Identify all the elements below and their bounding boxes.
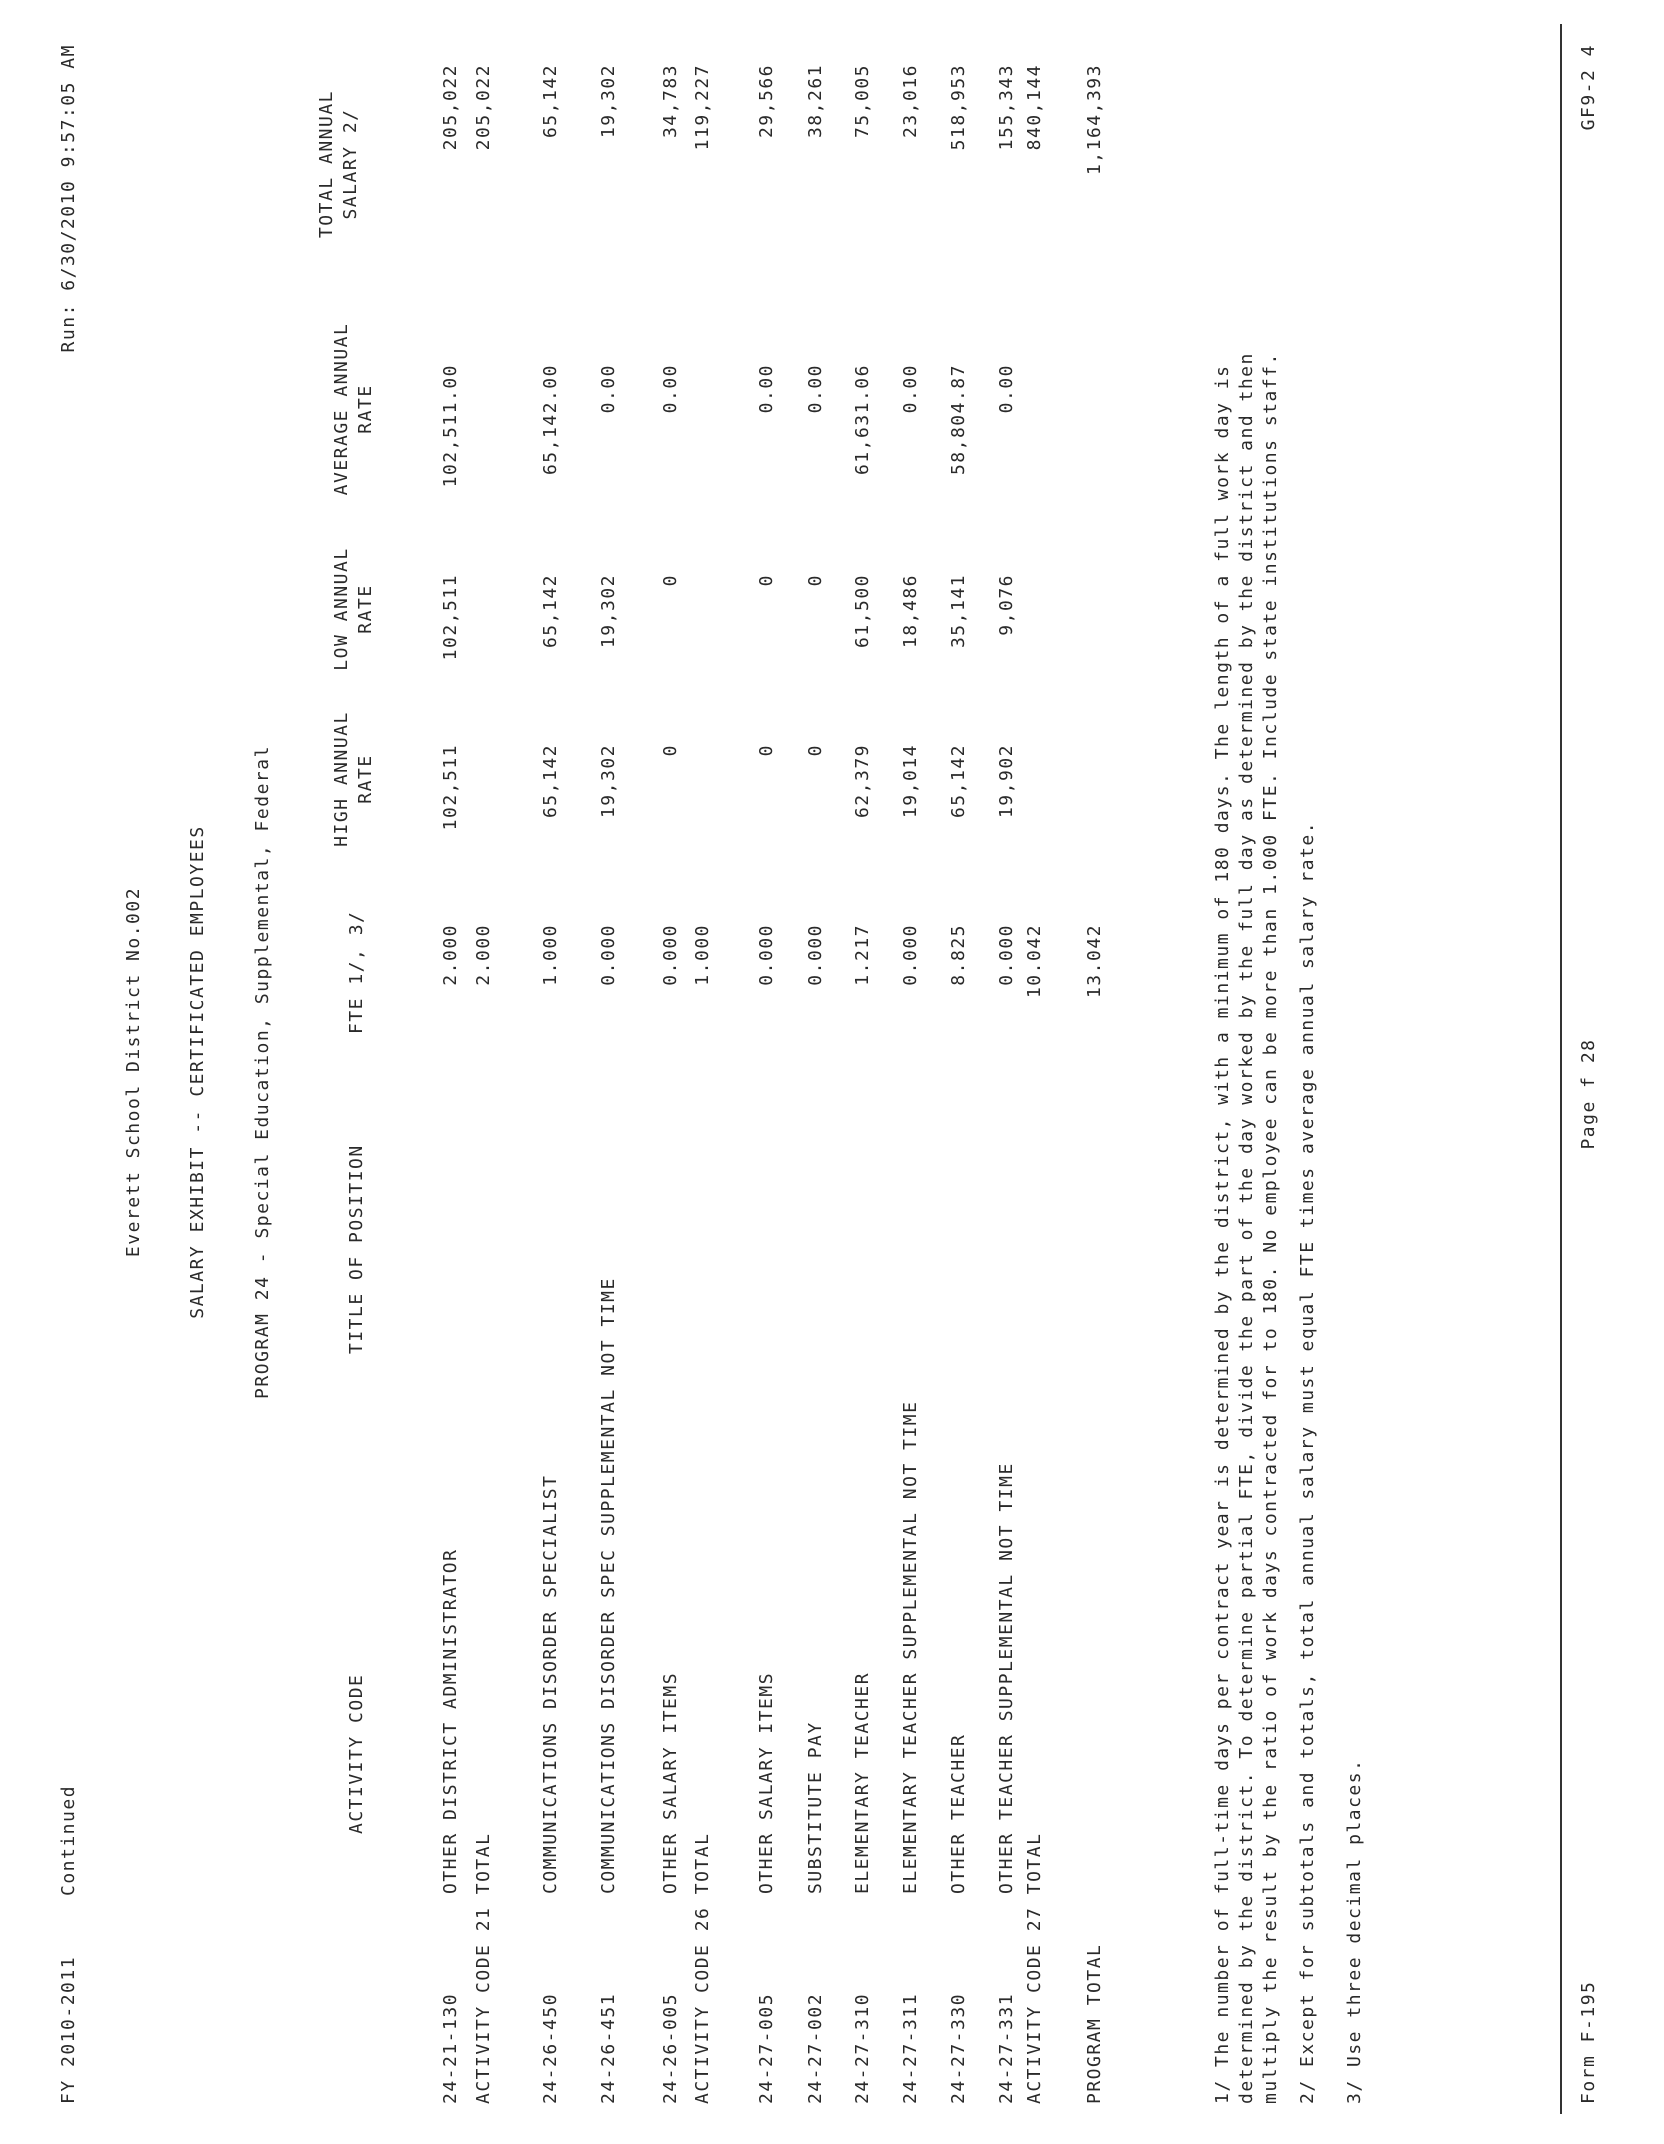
row-high-rate: 0: [805, 744, 826, 757]
subtotal-fte: 1.000: [692, 924, 713, 986]
row-fte: 1.000: [540, 924, 561, 986]
program-total-salary: 1,164,393: [1084, 64, 1105, 176]
row-high-rate: 19,014: [900, 744, 921, 819]
form-number: Form F-195: [1578, 1980, 1599, 2104]
row-high-rate: 0: [756, 744, 777, 757]
row-average-rate: 0.00: [996, 364, 1017, 414]
header-total-salary: [315, 64, 363, 264]
row-position-title: COMMUNICATIONS DISORDER SPECIALIST: [540, 1474, 561, 1894]
header-high-line1: HIGH ANNUAL: [331, 711, 352, 847]
row-average-rate: 0.00: [900, 364, 921, 414]
continued-label: Continued: [58, 1784, 79, 1896]
exhibit-title: SALARY EXHIBIT -- CERTIFICATED EMPLOYEES: [187, 825, 208, 1319]
row-position-title: OTHER DISTRICT ADMINISTRATOR: [440, 1548, 461, 1894]
row-fte: 0.000: [598, 924, 619, 986]
row-total-salary: 19,302: [598, 64, 619, 139]
row-position-title: OTHER SALARY ITEMS: [660, 1671, 681, 1894]
row-low-rate: 0: [756, 574, 777, 587]
row-low-rate: 9,076: [996, 574, 1017, 636]
row-position-title: OTHER TEACHER SUPPLEMENTAL NOT TIME: [996, 1462, 1017, 1894]
row-fte: 2.000: [440, 924, 461, 986]
header-high-rate: [330, 694, 378, 864]
subtotal-total-salary: 205,022: [473, 64, 494, 151]
page-number: Page f 28: [1578, 1038, 1599, 1150]
footnote-1-line-3: multiply the result by the ratio of work days contracted for to 180. No employee can be more than 1.000 FTE. Include state institutions staff.: [1260, 352, 1281, 2104]
subtotal-label: ACTIVITY CODE 26 TOTAL: [692, 1832, 713, 2104]
row-total-salary: 65,142: [540, 64, 561, 139]
subtotal-total-salary: 119,227: [692, 64, 713, 151]
row-fte: 8.825: [948, 924, 969, 986]
row-low-rate: 0: [805, 574, 826, 587]
row-activity-code: 24-27-311: [900, 1992, 921, 2104]
footnote-1-line-2: determined by the district. To determine partial FTE, divide the part of the day worked by the full day as determined by the district and then: [1236, 352, 1257, 2104]
row-total-salary: 23,016: [900, 64, 921, 139]
row-total-salary: 75,005: [852, 64, 873, 139]
row-average-rate: 58,804.87: [948, 364, 969, 476]
header-low-line2: RATE: [355, 584, 376, 634]
subtotal-total-salary: 840,144: [1024, 64, 1045, 151]
row-average-rate: 0.00: [598, 364, 619, 414]
row-fte: 0.000: [660, 924, 681, 986]
row-position-title: ELEMENTARY TEACHER SUPPLEMENTAL NOT TIME: [900, 1400, 921, 1894]
header-title-of-position: TITLE OF POSITION: [346, 1144, 367, 1354]
row-activity-code: 24-26-450: [540, 1992, 561, 2104]
row-low-rate: 102,511: [440, 574, 461, 661]
row-high-rate: 0: [660, 744, 681, 757]
header-avg-line1: AVERAGE ANNUAL: [331, 322, 352, 496]
subtotal-label: ACTIVITY CODE 27 TOTAL: [1024, 1832, 1045, 2104]
header-fte: FTE 1/, 3/: [346, 910, 367, 1034]
header-activity-code: ACTIVITY CODE: [346, 1673, 367, 1834]
subtotal-fte: 10.042: [1024, 924, 1045, 999]
row-position-title: SUBSTITUTE PAY: [805, 1721, 826, 1894]
header-high-line2: RATE: [355, 754, 376, 804]
row-average-rate: 61,631.06: [852, 364, 873, 476]
row-average-rate: 0.00: [805, 364, 826, 414]
form-code: GF9-2 4: [1578, 44, 1599, 131]
row-position-title: COMMUNICATIONS DISORDER SPEC SUPPLEMENTAL NOT TIME: [598, 1277, 619, 1894]
program-title: PROGRAM 24 - Special Education, Supplemental, Federal: [252, 745, 273, 1399]
row-activity-code: 24-27-005: [756, 1992, 777, 2104]
row-activity-code: 24-27-002: [805, 1992, 826, 2104]
row-fte: 0.000: [805, 924, 826, 986]
program-total-fte: 13.042: [1084, 924, 1105, 999]
row-activity-code: 24-26-451: [598, 1992, 619, 2104]
row-total-salary: 38,261: [805, 64, 826, 139]
header-average-rate: [330, 294, 378, 524]
row-fte: 0.000: [756, 924, 777, 986]
header-avg-line2: RATE: [355, 384, 376, 434]
row-high-rate: 19,302: [598, 744, 619, 819]
row-low-rate: 0: [660, 574, 681, 587]
row-activity-code: 24-27-310: [852, 1992, 873, 2104]
header-low-rate: [330, 524, 378, 694]
row-average-rate: 0.00: [756, 364, 777, 414]
row-fte: 0.000: [900, 924, 921, 986]
footnote-2: 2/ Except for subtotals and totals, total annual salary must equal FTE times average annual salary rate.: [1297, 820, 1318, 2104]
header-low-line1: LOW ANNUAL: [331, 547, 352, 671]
subtotal-fte: 2.000: [473, 924, 494, 986]
row-activity-code: 24-26-005: [660, 1992, 681, 2104]
row-average-rate: 0.00: [660, 364, 681, 414]
row-total-salary: 34,783: [660, 64, 681, 139]
subtotal-label: ACTIVITY CODE 21 TOTAL: [473, 1832, 494, 2104]
header-total-line1: TOTAL ANNUAL: [316, 89, 337, 239]
footnote-1-line-1: 1/ The number of full-time days per contract year is determined by the district, with a minimum of 180 days. The length of a full work day is: [1212, 364, 1233, 2104]
row-activity-code: 24-27-331: [996, 1992, 1017, 2104]
row-high-rate: 102,511: [440, 744, 461, 831]
row-high-rate: 62,379: [852, 744, 873, 819]
district-title: Everett School District No.002: [123, 886, 144, 1258]
row-fte: 0.000: [996, 924, 1017, 986]
row-activity-code: 24-21-130: [440, 1992, 461, 2104]
row-activity-code: 24-27-330: [948, 1992, 969, 2104]
row-position-title: OTHER SALARY ITEMS: [756, 1671, 777, 1894]
fiscal-year: FY 2010-2011: [58, 1955, 79, 2104]
footnote-3: 3/ Use three decimal places.: [1344, 1758, 1365, 2104]
row-total-salary: 205,022: [440, 64, 461, 151]
row-average-rate: 65,142.00: [540, 364, 561, 476]
program-total-label: PROGRAM TOTAL: [1084, 1943, 1105, 2104]
header-total-line2: SALARY 2/: [340, 108, 361, 220]
row-total-salary: 155,343: [996, 64, 1017, 151]
footer-rule: [1560, 24, 1562, 2114]
row-high-rate: 65,142: [948, 744, 969, 819]
row-total-salary: 518,953: [948, 64, 969, 151]
run-timestamp: Run: 6/30/2010 9:57:05 AM: [58, 44, 79, 353]
row-low-rate: 35,141: [948, 574, 969, 649]
row-total-salary: 29,566: [756, 64, 777, 139]
row-high-rate: 65,142: [540, 744, 561, 819]
row-position-title: ELEMENTARY TEACHER: [852, 1671, 873, 1894]
row-low-rate: 61,500: [852, 574, 873, 649]
row-low-rate: 19,302: [598, 574, 619, 649]
row-low-rate: 65,142: [540, 574, 561, 649]
row-average-rate: 102,511.00: [440, 364, 461, 488]
row-low-rate: 18,486: [900, 574, 921, 649]
row-position-title: OTHER TEACHER: [948, 1733, 969, 1894]
row-fte: 1.217: [852, 924, 873, 986]
row-high-rate: 19,902: [996, 744, 1017, 819]
